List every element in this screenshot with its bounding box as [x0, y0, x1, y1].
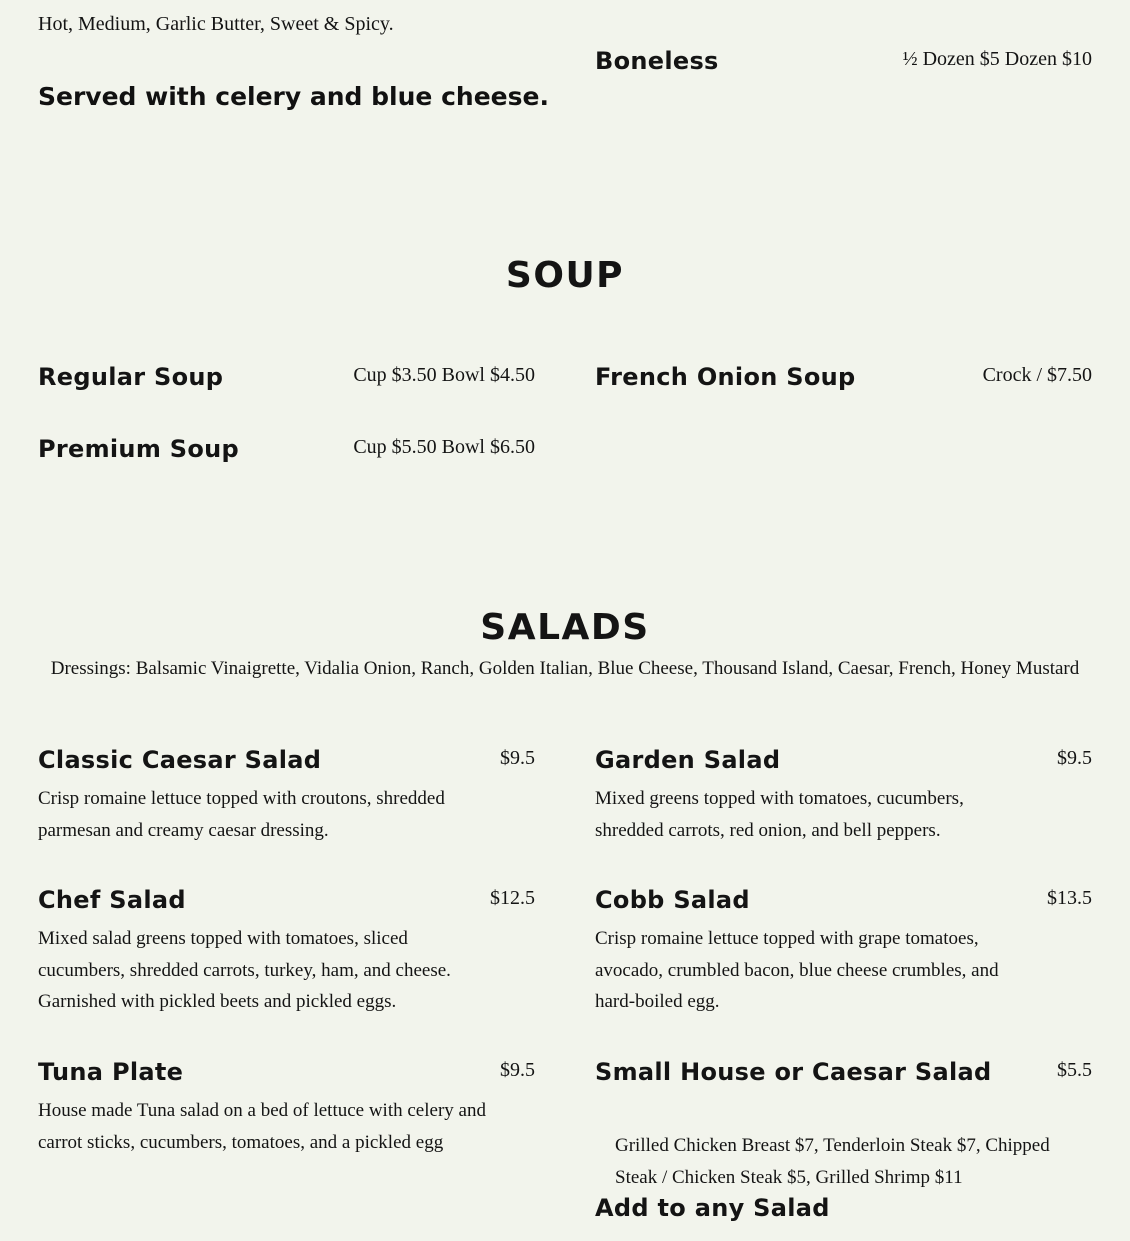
tuna-plate-name: Tuna Plate	[38, 1058, 184, 1086]
soup-title: SOUP	[505, 255, 625, 296]
boneless-price: ½ Dozen $5 Dozen $10	[902, 48, 1092, 70]
chef-salad-price: $12.5	[490, 887, 535, 909]
garden-salad-name: Garden Salad	[595, 746, 781, 774]
boneless-name: Boneless	[595, 47, 719, 75]
classic-caesar-desc: Crisp romaine lettuce topped with croutons, shredded parmesan and creamy caesar dressing.	[38, 788, 445, 841]
french-onion-soup-price: Crock / $7.50	[982, 364, 1092, 386]
salad-addons-title: Add to any Salad	[595, 1194, 830, 1222]
tuna-plate-desc: House made Tuna salad on a bed of lettuce with celery and carrot sticks, cucumbers, tomatoes, and a pickled egg	[38, 1100, 486, 1153]
small-salad-name: Small House or Caesar Salad	[595, 1058, 992, 1086]
french-onion-soup-name: French Onion Soup	[595, 363, 856, 391]
salad-addons-list: Grilled Chicken Breast $7, Tenderloin Steak $7, Chipped Steak / Chicken Steak $5, Grilled Shrimp $11	[615, 1135, 1050, 1188]
salad-dressings: Dressings: Balsamic Vinaigrette, Vidalia Onion, Ranch, Golden Italian, Blue Cheese, Thousand Island, Caesar, French, Honey Mustard	[50, 658, 1080, 679]
wing-sauces: Hot, Medium, Garlic Butter, Sweet & Spicy.	[38, 13, 394, 35]
regular-soup-name: Regular Soup	[38, 363, 224, 391]
wings-served-with: Served with celery and blue cheese.	[38, 82, 549, 111]
garden-salad-price: $9.5	[1057, 747, 1092, 769]
tuna-plate-price: $9.5	[500, 1059, 535, 1081]
chef-salad-desc: Mixed salad greens topped with tomatoes, sliced cucumbers, shredded carrots, turkey, ham, and cheese. Garnished with pickled beets and pickled eggs.	[38, 928, 451, 1012]
cobb-salad-name: Cobb Salad	[595, 886, 750, 914]
premium-soup-price: Cup $5.50 Bowl $6.50	[353, 436, 535, 458]
small-salad-price: $5.5	[1057, 1059, 1092, 1081]
garden-salad-desc: Mixed greens topped with tomatoes, cucumbers, shredded carrots, red onion, and bell peppers.	[595, 788, 964, 841]
classic-caesar-name: Classic Caesar Salad	[38, 746, 322, 774]
classic-caesar-price: $9.5	[500, 747, 535, 769]
chef-salad-name: Chef Salad	[38, 886, 186, 914]
premium-soup-name: Premium Soup	[38, 435, 240, 463]
cobb-salad-price: $13.5	[1047, 887, 1092, 909]
cobb-salad-desc: Crisp romaine lettuce topped with grape tomatoes, avocado, crumbled bacon, blue cheese crumbles, and hard-boiled egg.	[595, 928, 999, 1012]
salads-title: SALADS	[480, 607, 650, 648]
regular-soup-price: Cup $3.50 Bowl $4.50	[353, 364, 535, 386]
